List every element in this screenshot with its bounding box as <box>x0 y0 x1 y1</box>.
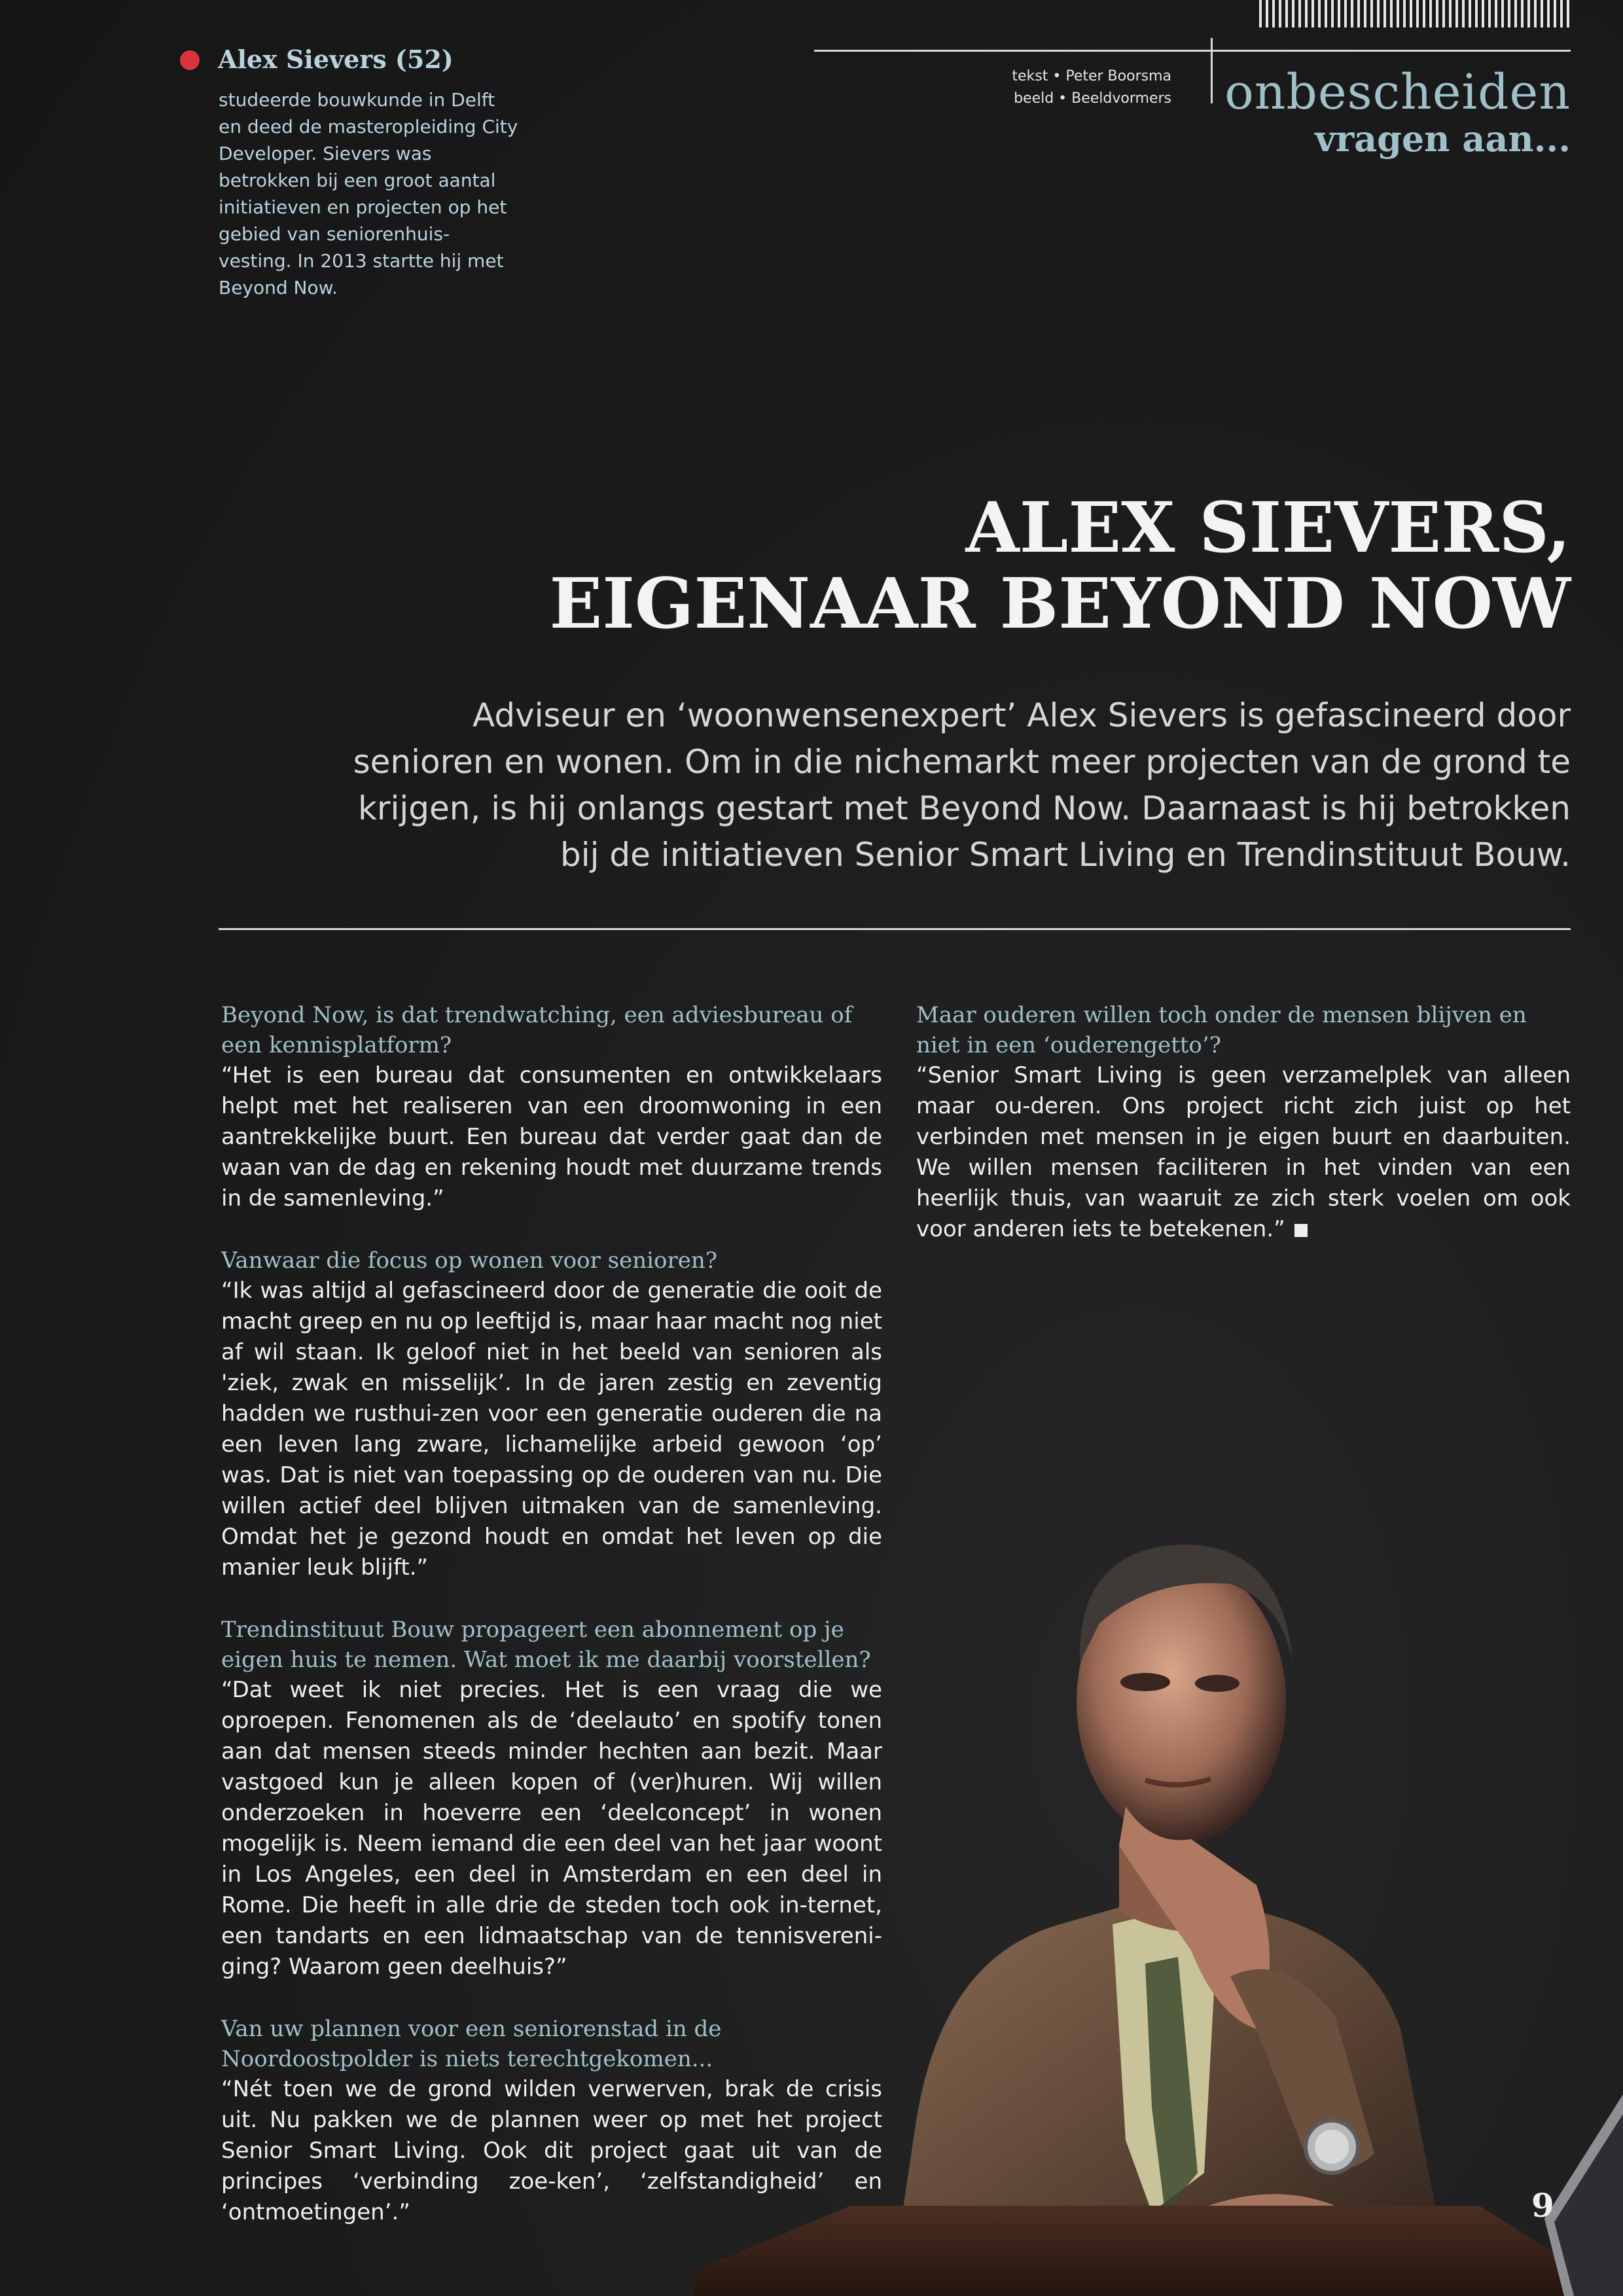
intro-paragraph <box>327 692 1571 878</box>
headline <box>549 486 1571 644</box>
page-number: 9 <box>1531 2186 1554 2225</box>
bio-bullet-icon <box>180 50 200 70</box>
answer-container <box>916 1060 1571 1245</box>
bio-text: studeerde bouwkunde in Delft en deed de masteropleiding City Developer. Sievers was betrokken bij een groot aantal initiatieven en projecten op het gebied van seniorenhuis-vesting. In 2013 startte hij met Beyond Now. <box>219 89 518 298</box>
question: Vanwaar die focus op wonen voor senioren? <box>221 1247 717 1274</box>
portrait-photo <box>694 1388 1623 2296</box>
credits <box>903 65 1171 110</box>
header-rule <box>814 50 1571 52</box>
answer: “Het is een bureau dat consumenten en ontwikkelaars helpt met het realiseren van een droomwoning in een aantrekkelijke buurt. Een bureau dat verder gaat dan de waan van de dag en rekening houdt met duurzame trends in de samenleving.” <box>221 1062 882 1211</box>
answer: “Senior Smart Living is geen verzamelplek van alleen maar ou-deren. Ons project richt zich juist op het verbinden met mensen in je eigen buurt en daarbuiten. We willen mensen faciliteren in het vinden van een heerlijk thuis, van waaruit ze zich sterk voelen om ook voor anderen iets te betekenen.” <box>916 1062 1571 1242</box>
qa-block <box>916 1000 1571 1245</box>
question: Van uw plannen voor een seniorenstad in de Noordoostpolder is niets terechtgekomen... <box>221 2016 722 2072</box>
question: Maar ouderen willen toch onder de mensen blijven en niet in een ‘ouderengetto’? <box>916 1002 1527 1058</box>
qa-block <box>221 1000 882 1214</box>
intro-line: krijgen, is hij onlangs gestart met Beyond Now. Daarnaast is hij betrokken <box>357 789 1571 827</box>
credit-image: beeld • Beeldvormers <box>1014 90 1171 107</box>
question: Beyond Now, is dat trendwatching, een adviesbureau of een kennisplatform? <box>221 1002 853 1058</box>
intro-line: senioren en wonen. Om in die nichemarkt meer projecten van de grond te <box>353 743 1571 781</box>
answer: “Nét toen we de grond wilden verwerven, brak de crisis uit. Nu pakken we de plannen weer op met het project Senior Smart Living. Ook dit project gaat uit van de principes ‘verbinding zoe-ken’, ‘zelfstandigheid’ en ‘ontmoetingen’.” <box>221 2076 882 2225</box>
section-subtitle: vragen aan... <box>1315 118 1571 160</box>
section-rule <box>219 928 1571 930</box>
barcode-decoration <box>1259 0 1571 27</box>
bio-name: Alex Sievers (52) <box>218 45 454 74</box>
headline-line-1: ALEX SIEVERS, <box>965 486 1571 568</box>
intro-line: Adviseur en ‘woonwensenexpert’ Alex Sievers is gefascineerd door <box>473 696 1571 734</box>
header-divider <box>1211 38 1213 103</box>
end-mark-icon <box>1294 1224 1308 1237</box>
intro-line: bij de initiatieven Senior Smart Living en Trendinstituut Bouw. <box>560 836 1571 874</box>
section-name: onbescheiden <box>1224 64 1571 120</box>
answer: “Dat weet ik niet precies. Het is een vraag die we oproepen. Fenomenen als de ‘deelauto’ en spotify tonen aan dat mensen steeds minder hechten aan bezit. Maar vastgoed kun je alleen kopen of (ver)huren. Wij willen onderzoeken in hoeverre een ‘deelconcept’ in wonen mogelijk is. Neem iemand die een deel van het jaar woont in Los Angeles, een deel in Amsterdam en een deel in Rome. Die heeft in alle drie de steden toch ook in-ternet, een tandarts en een lidmaatschap van de tennisvereni-ging? Waarom geen deelhuis?” <box>221 1677 882 1980</box>
question: Trendinstituut Bouw propageert een abonnement op je eigen huis te nemen. Wat moet ik me daarbij voorstellen? <box>221 1617 871 1673</box>
answer: “Ik was altijd al gefascineerd door de generatie die ooit de macht greep en nu op leeftijd is, maar haar macht nog niet af wil staan. Ik geloof niet in het beeld van senioren als 'ziek, zwak en misselijk’. In de jaren zestig en zeventig hadden we rusthui-zen voor een generatie ouderen die na een leven lang zware, lichamelijke arbeid gewoon ‘op’ was. Dat is niet van toepassing op de ouderen van nu. Die willen actief deel blijven uitmaken van de samenleving. Omdat het je gezond houdt en omdat het leven op die manier leuk blijft.” <box>221 1278 882 1581</box>
interview-column-right <box>916 1000 1571 1276</box>
headline-line-2: EIGENAAR BEYOND NOW <box>549 562 1571 644</box>
credit-text: tekst • Peter Boorsma <box>1012 68 1171 84</box>
